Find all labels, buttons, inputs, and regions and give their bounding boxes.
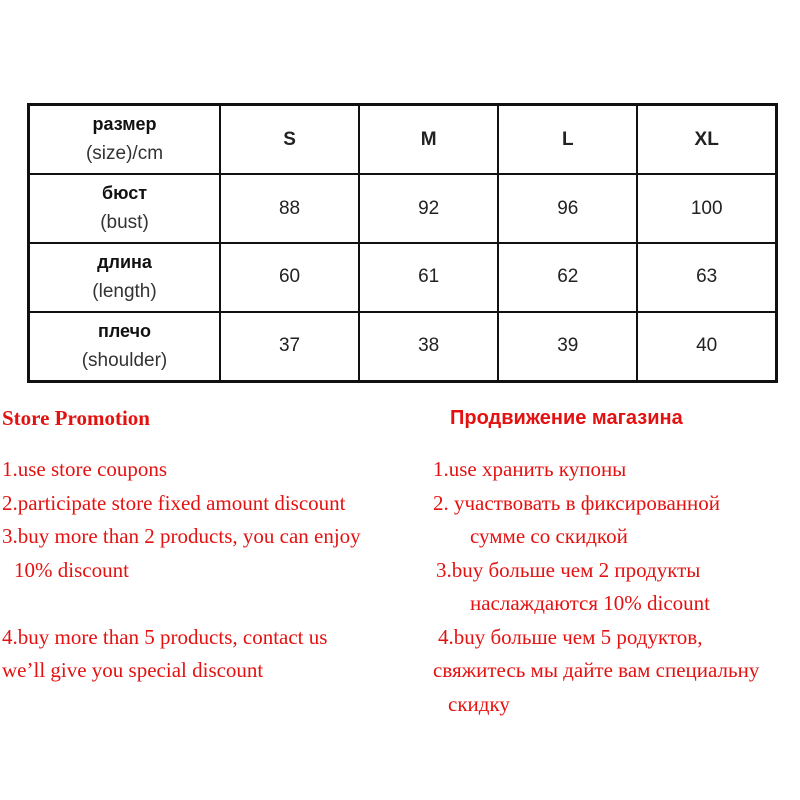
length-value-xl: 63 (637, 243, 776, 312)
promo-en-line-1: 1.use store coupons (2, 457, 168, 481)
promo-title-ru: Продвижение магазина (450, 407, 683, 429)
shoulder-label-en: (shoulder) (81, 349, 168, 371)
size-chart-table (27, 103, 778, 383)
promo-ru-line-2a: 2. участвовать в фиксированной (433, 491, 720, 515)
promo-en-line-4a: 4.buy more than 5 products, contact us (2, 625, 328, 649)
shoulder-value-m: 38 (359, 312, 498, 382)
table-row-shoulder (29, 312, 777, 382)
promo-ru-line-4b: свяжитесь мы дайте вам специальну (433, 658, 760, 682)
length-value-s: 60 (220, 243, 359, 312)
size-header-m: M (359, 105, 498, 175)
promo-en-line-3b: 10% discount (14, 558, 129, 582)
table-row-bust (29, 174, 777, 243)
bust-value-xl: 100 (637, 174, 776, 243)
bust-label-en: (bust) (100, 212, 149, 233)
promo-ru-line-3a: 3.buy больше чем 2 продукты (436, 558, 701, 582)
shoulder-value-xl: 40 (637, 312, 776, 382)
length-label-en: (length) (92, 280, 157, 302)
bust-value-l: 96 (498, 174, 637, 243)
bust-value-s: 88 (220, 174, 359, 243)
bust-value-m: 92 (359, 174, 498, 243)
size-label-ru: размер (92, 114, 157, 135)
shoulder-value-s: 37 (220, 312, 359, 382)
promo-en-line-2: 2.participate store fixed amount discount (2, 491, 346, 515)
size-label-cell (29, 105, 221, 175)
promo-ru-line-4a: 4.buy больше чем 5 родуктов, (438, 625, 703, 649)
size-header-s: S (220, 105, 359, 175)
promo-ru-line-3b: наслаждаются 10% dicount (470, 591, 711, 615)
promo-title-en: Store Promotion (2, 406, 150, 430)
shoulder-label-ru: плечо (97, 321, 152, 342)
length-label-cell (29, 243, 221, 312)
size-header-l: L (498, 105, 637, 175)
table-row-length (29, 243, 777, 312)
promo-en-line-4b: we’ll give you special discount (2, 658, 264, 682)
length-value-l: 62 (498, 243, 637, 312)
promo-ru-line-2b: сумме со скидкой (470, 524, 628, 548)
length-label-ru: длина (97, 252, 152, 273)
length-value-m: 61 (359, 243, 498, 312)
size-header-xl: XL (637, 105, 776, 175)
promo-ru-line-4c: скидку (448, 692, 510, 716)
shoulder-label-cell (29, 312, 221, 382)
promo-ru-line-1: 1.use хранить купоны (433, 457, 627, 481)
table-header-row (29, 105, 777, 175)
size-label-en: (size)/cm (85, 143, 164, 165)
bust-label-ru: бюст (101, 183, 148, 204)
bust-label-cell (29, 174, 221, 243)
shoulder-value-l: 39 (498, 312, 637, 382)
promo-en-line-3a: 3.buy more than 2 products, you can enjoy (2, 524, 361, 548)
